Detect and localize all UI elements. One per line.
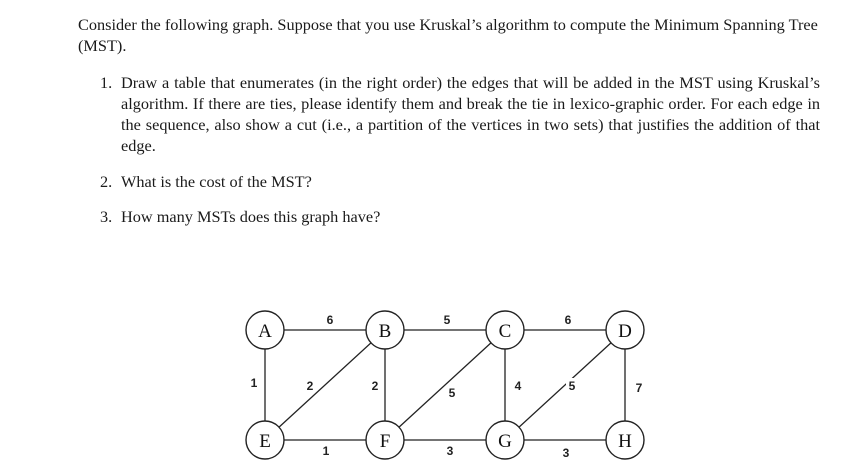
edge-weight-d-h: 7 — [635, 381, 643, 395]
question-number: 2. — [100, 172, 113, 191]
edge-weight-c-g: 4 — [514, 379, 522, 393]
edge-weight-g-h: 3 — [562, 446, 570, 460]
question-text: How many MSTs does this graph have? — [121, 207, 381, 226]
weighted-graph-diagram — [230, 296, 670, 466]
edge-weight-c-f: 5 — [448, 386, 456, 400]
edge-b-e — [265, 330, 385, 440]
node-label-g: G — [498, 431, 512, 452]
edge-weight-a-e: 1 — [250, 376, 258, 390]
node-label-c: C — [498, 321, 512, 342]
intro-paragraph — [78, 14, 828, 56]
question-number: 1. — [100, 73, 113, 92]
question-text: Draw a table that enumerates (in the right order) the edges that will be added in the MST using Kruskal’s algorithm. If there are ties, please identify them and break the tie in lexico-graphic order. For each edge in the sequence, also show a cut (i.e., a partition of the vertices in two sets) that justifies the addition of that edge. — [121, 73, 820, 155]
question-number: 3. — [100, 207, 113, 226]
question-1 — [100, 72, 820, 156]
edge-weight-b-f: 2 — [371, 379, 379, 393]
weight-labels-group — [248, 312, 645, 460]
edge-weight-c-d: 6 — [564, 313, 572, 327]
edge-weight-d-g: 5 — [568, 379, 576, 393]
question-2 — [100, 171, 820, 192]
question-text: What is the cost of the MST? — [121, 172, 312, 191]
node-label-f: F — [379, 431, 391, 452]
node-label-a: A — [258, 321, 272, 342]
node-label-b: B — [378, 321, 392, 342]
edge-weight-e-f: 1 — [322, 444, 330, 458]
edge-c-f — [385, 330, 505, 440]
edge-weight-f-g: 3 — [446, 444, 454, 458]
node-label-e: E — [259, 431, 271, 452]
edge-weight-a-b: 6 — [326, 313, 334, 327]
question-3 — [100, 206, 820, 227]
edge-weight-b-e: 2 — [306, 379, 314, 393]
node-label-d: D — [618, 321, 632, 342]
intro-text: Consider the following graph. Suppose that you use Kruskal’s algorithm to compute the Minimum Spanning Tree (MST). — [78, 15, 818, 55]
question-list — [100, 72, 820, 227]
edge-weight-b-c: 5 — [443, 313, 451, 327]
node-label-h: H — [618, 431, 632, 452]
